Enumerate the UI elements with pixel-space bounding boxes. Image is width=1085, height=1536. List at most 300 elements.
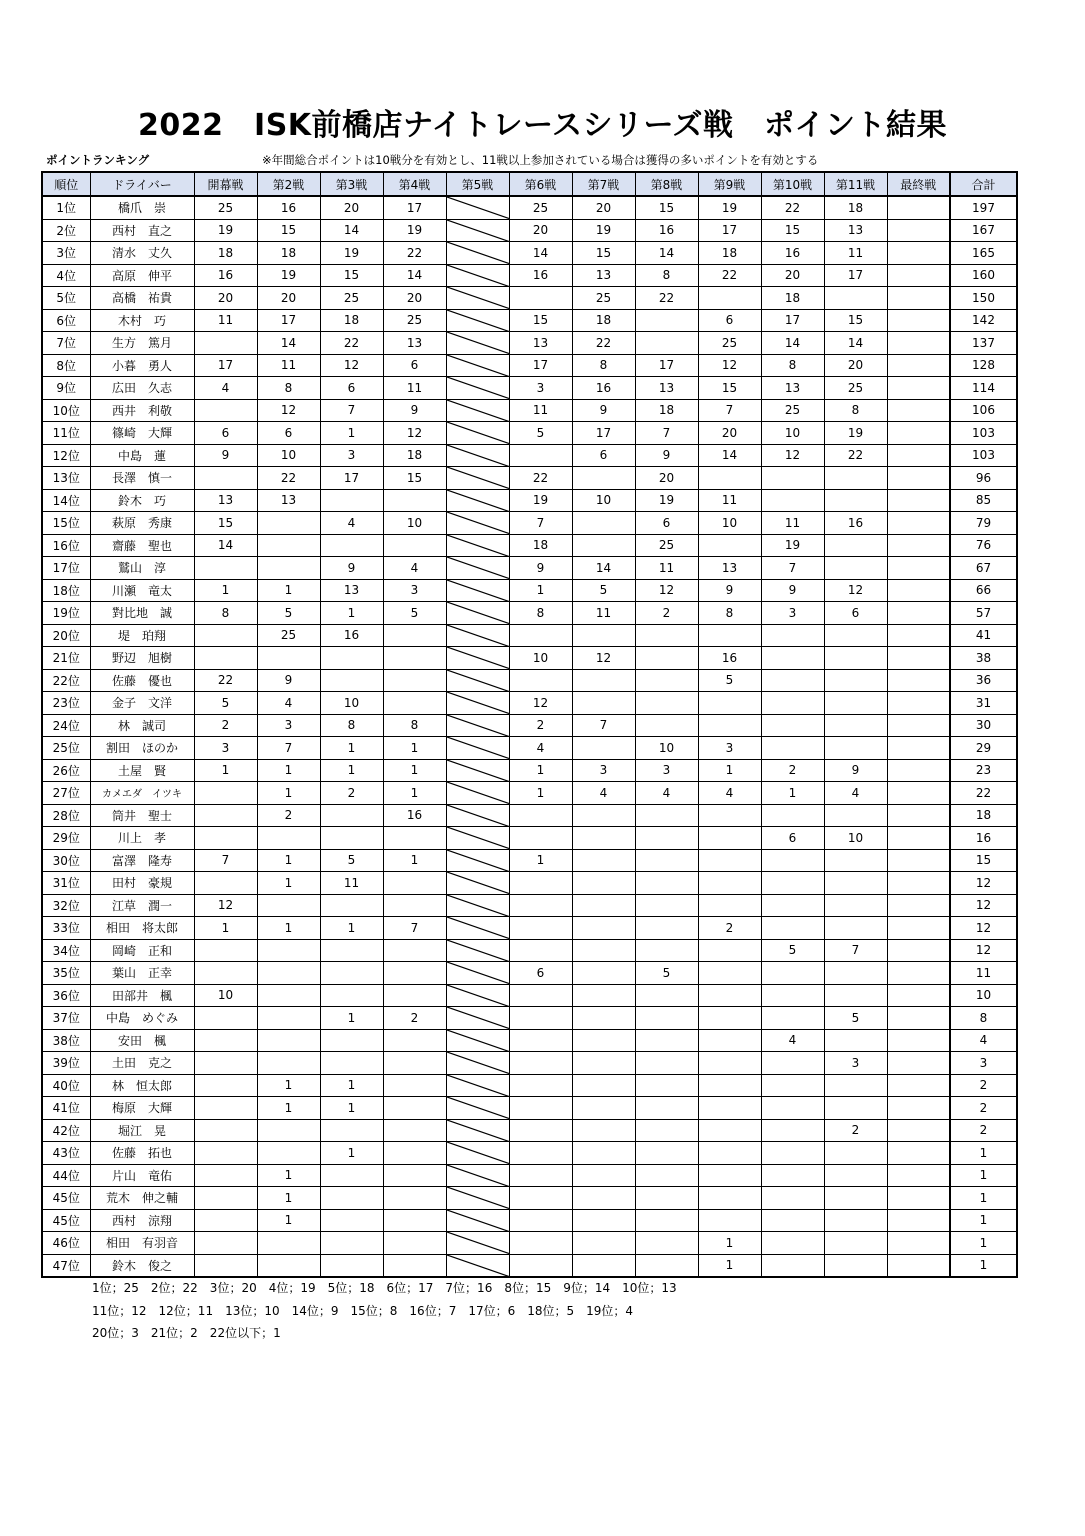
race-points-cell xyxy=(257,984,320,1007)
diagonal-hatch xyxy=(447,310,509,332)
race-points-cell xyxy=(698,714,761,737)
cancelled-race-cell xyxy=(446,534,509,557)
race-points-cell xyxy=(761,647,824,670)
race-points-cell: 9 xyxy=(635,444,698,467)
race-points-cell: 10 xyxy=(824,827,887,850)
driver-name-cell: 梅原 大輝 xyxy=(90,1097,194,1120)
race-points-cell xyxy=(887,354,950,377)
race-points-cell xyxy=(194,962,257,985)
race-points-cell: 15 xyxy=(257,219,320,242)
race-points-cell: 12 xyxy=(320,354,383,377)
race-points-cell xyxy=(824,692,887,715)
race-points-cell xyxy=(887,1142,950,1165)
race-points-cell xyxy=(635,669,698,692)
table-row xyxy=(42,782,1017,805)
race-points-cell xyxy=(572,1007,635,1030)
race-points-cell: 19 xyxy=(509,489,572,512)
race-points-cell xyxy=(320,939,383,962)
race-points-cell: 17 xyxy=(824,264,887,287)
table-row xyxy=(42,849,1017,872)
race-points-cell: 14 xyxy=(509,242,572,265)
table-row xyxy=(42,264,1017,287)
table-row xyxy=(42,399,1017,422)
race-points-cell: 4 xyxy=(383,557,446,580)
cancelled-race-cell xyxy=(446,759,509,782)
table-row xyxy=(42,1232,1017,1255)
race-points-cell xyxy=(887,1029,950,1052)
table-row xyxy=(42,872,1017,895)
driver-name-cell: 佐藤 拓也 xyxy=(90,1142,194,1165)
race-points-cell xyxy=(194,1232,257,1255)
race-points-cell xyxy=(572,512,635,535)
total-points-cell: 16 xyxy=(950,827,1017,850)
race-points-cell: 16 xyxy=(257,196,320,219)
table-row xyxy=(42,444,1017,467)
race-points-cell xyxy=(194,782,257,805)
race-points-cell xyxy=(572,624,635,647)
race-points-cell: 11 xyxy=(572,602,635,625)
race-points-cell: 17 xyxy=(698,219,761,242)
diagonal-hatch xyxy=(447,625,509,647)
race-points-cell: 4 xyxy=(572,782,635,805)
race-points-cell: 13 xyxy=(635,377,698,400)
race-points-cell: 5 xyxy=(257,602,320,625)
race-points-cell xyxy=(698,1209,761,1232)
race-points-cell xyxy=(509,1052,572,1075)
legend-line: 20位；3 21位；2 22位以下；1 xyxy=(92,1326,281,1340)
race-points-cell: 18 xyxy=(383,444,446,467)
race-points-cell xyxy=(824,1209,887,1232)
race-points-cell xyxy=(635,1209,698,1232)
race-points-cell xyxy=(887,917,950,940)
race-points-cell xyxy=(887,827,950,850)
race-points-cell xyxy=(887,714,950,737)
race-points-cell: 9 xyxy=(698,579,761,602)
page-title: 2022 ISK前橋店ナイトレースシリーズ戦 ポイント結果 xyxy=(138,108,947,143)
driver-name-cell: 西井 利敬 xyxy=(90,399,194,422)
race-points-cell xyxy=(761,692,824,715)
cancelled-race-cell xyxy=(446,467,509,490)
race-points-cell: 3 xyxy=(761,602,824,625)
race-points-cell xyxy=(320,669,383,692)
race-points-cell: 10 xyxy=(257,444,320,467)
race-points-cell: 1 xyxy=(320,1142,383,1165)
race-points-cell xyxy=(572,1164,635,1187)
race-points-cell xyxy=(824,849,887,872)
race-points-cell xyxy=(509,444,572,467)
race-points-cell xyxy=(572,1187,635,1210)
race-points-cell: 1 xyxy=(257,872,320,895)
cancelled-race-cell xyxy=(446,962,509,985)
total-points-cell: 165 xyxy=(950,242,1017,265)
race-points-cell xyxy=(635,827,698,850)
total-points-cell: 11 xyxy=(950,962,1017,985)
column-header: 最終戦 xyxy=(887,172,950,196)
race-points-cell: 22 xyxy=(824,444,887,467)
table-row xyxy=(42,332,1017,355)
table-row xyxy=(42,219,1017,242)
total-points-cell: 96 xyxy=(950,467,1017,490)
cancelled-race-cell xyxy=(446,782,509,805)
scoring-note: ※年間総合ポイントは10戦分を有効とし、11戦以上参加されている場合は獲得の多いポイントを有効とする xyxy=(262,153,819,167)
race-points-cell: 10 xyxy=(572,489,635,512)
race-points-cell: 16 xyxy=(824,512,887,535)
race-points-cell xyxy=(320,1209,383,1232)
total-points-cell: 10 xyxy=(950,984,1017,1007)
race-points-cell: 7 xyxy=(572,714,635,737)
race-points-cell: 6 xyxy=(320,377,383,400)
rank-cell: 34位 xyxy=(42,939,90,962)
race-points-cell xyxy=(257,512,320,535)
driver-name-cell: 田部井 楓 xyxy=(90,984,194,1007)
rank-cell: 43位 xyxy=(42,1142,90,1165)
race-points-cell xyxy=(572,804,635,827)
driver-name-cell: 広田 久志 xyxy=(90,377,194,400)
diagonal-hatch xyxy=(447,647,509,669)
rank-cell: 45位 xyxy=(42,1209,90,1232)
diagonal-hatch xyxy=(447,760,509,782)
race-points-cell: 8 xyxy=(761,354,824,377)
driver-name-cell: 萩原 秀康 xyxy=(90,512,194,535)
race-points-cell xyxy=(761,894,824,917)
race-points-cell xyxy=(824,1187,887,1210)
race-points-cell: 15 xyxy=(320,264,383,287)
race-points-cell: 14 xyxy=(383,264,446,287)
race-points-cell xyxy=(194,1164,257,1187)
race-points-cell: 14 xyxy=(761,332,824,355)
race-points-cell xyxy=(824,1074,887,1097)
diagonal-hatch xyxy=(447,895,509,917)
total-points-cell: 1 xyxy=(950,1209,1017,1232)
race-points-cell xyxy=(887,692,950,715)
table-row xyxy=(42,1142,1017,1165)
cancelled-race-cell xyxy=(446,872,509,895)
race-points-cell xyxy=(698,827,761,850)
rank-cell: 29位 xyxy=(42,827,90,850)
race-points-cell: 5 xyxy=(194,692,257,715)
race-points-cell xyxy=(887,557,950,580)
race-points-cell xyxy=(887,849,950,872)
race-points-cell: 1 xyxy=(257,1074,320,1097)
race-points-cell: 1 xyxy=(257,1164,320,1187)
race-points-cell: 8 xyxy=(509,602,572,625)
race-points-cell: 4 xyxy=(194,377,257,400)
race-points-cell xyxy=(257,534,320,557)
race-points-cell xyxy=(194,1254,257,1277)
rank-cell: 40位 xyxy=(42,1074,90,1097)
race-points-cell xyxy=(824,557,887,580)
race-points-cell: 19 xyxy=(257,264,320,287)
race-points-cell: 5 xyxy=(761,939,824,962)
driver-name-cell: 林 恒太郎 xyxy=(90,1074,194,1097)
race-points-cell xyxy=(887,1052,950,1075)
cancelled-race-cell xyxy=(446,984,509,1007)
race-points-cell: 6 xyxy=(509,962,572,985)
race-points-cell: 18 xyxy=(320,309,383,332)
diagonal-hatch xyxy=(447,1187,509,1209)
table-row xyxy=(42,196,1017,219)
rank-cell: 37位 xyxy=(42,1007,90,1030)
total-points-cell: 1 xyxy=(950,1142,1017,1165)
driver-name-cell: 鈴木 巧 xyxy=(90,489,194,512)
race-points-cell xyxy=(509,1142,572,1165)
race-points-cell: 3 xyxy=(194,737,257,760)
total-points-cell: 12 xyxy=(950,939,1017,962)
race-points-cell: 11 xyxy=(257,354,320,377)
race-points-cell: 18 xyxy=(509,534,572,557)
cancelled-race-cell xyxy=(446,422,509,445)
race-points-cell: 17 xyxy=(383,196,446,219)
race-points-cell xyxy=(257,827,320,850)
race-points-cell xyxy=(761,962,824,985)
race-points-cell: 11 xyxy=(509,399,572,422)
race-points-cell: 19 xyxy=(635,489,698,512)
race-points-cell: 1 xyxy=(698,759,761,782)
cancelled-race-cell xyxy=(446,692,509,715)
race-points-cell: 13 xyxy=(194,489,257,512)
table-row xyxy=(42,692,1017,715)
race-points-cell: 25 xyxy=(257,624,320,647)
race-points-cell xyxy=(887,1164,950,1187)
race-points-cell xyxy=(509,1007,572,1030)
cancelled-race-cell xyxy=(446,737,509,760)
race-points-cell xyxy=(635,1097,698,1120)
race-points-cell: 15 xyxy=(572,242,635,265)
race-points-cell xyxy=(761,1187,824,1210)
race-points-cell: 20 xyxy=(572,196,635,219)
diagonal-hatch xyxy=(447,490,509,512)
total-points-cell: 29 xyxy=(950,737,1017,760)
race-points-cell: 2 xyxy=(194,714,257,737)
diagonal-hatch xyxy=(447,737,509,759)
race-points-cell xyxy=(194,624,257,647)
total-points-cell: 15 xyxy=(950,849,1017,872)
cancelled-race-cell xyxy=(446,1007,509,1030)
race-points-cell: 15 xyxy=(761,219,824,242)
race-points-cell xyxy=(320,1052,383,1075)
race-points-cell xyxy=(509,1164,572,1187)
race-points-cell: 20 xyxy=(509,219,572,242)
race-points-cell xyxy=(320,894,383,917)
race-points-cell: 17 xyxy=(194,354,257,377)
diagonal-hatch xyxy=(447,1120,509,1142)
race-points-cell: 11 xyxy=(194,309,257,332)
race-points-cell xyxy=(635,1007,698,1030)
race-points-cell: 7 xyxy=(698,399,761,422)
rank-cell: 5位 xyxy=(42,287,90,310)
race-points-cell: 4 xyxy=(761,1029,824,1052)
total-points-cell: 4 xyxy=(950,1029,1017,1052)
race-points-cell xyxy=(824,804,887,827)
race-points-cell xyxy=(320,962,383,985)
race-points-cell xyxy=(761,1097,824,1120)
race-points-cell xyxy=(824,917,887,940)
race-points-cell: 20 xyxy=(635,467,698,490)
race-points-cell xyxy=(824,1232,887,1255)
race-points-cell: 2 xyxy=(698,917,761,940)
rank-cell: 36位 xyxy=(42,984,90,1007)
race-points-cell: 25 xyxy=(635,534,698,557)
diagonal-hatch xyxy=(447,1052,509,1074)
race-points-cell: 14 xyxy=(320,219,383,242)
race-points-cell: 11 xyxy=(761,512,824,535)
race-points-cell: 10 xyxy=(635,737,698,760)
race-points-cell xyxy=(383,962,446,985)
cancelled-race-cell xyxy=(446,1209,509,1232)
race-points-cell: 4 xyxy=(320,512,383,535)
race-points-cell: 19 xyxy=(194,219,257,242)
race-points-cell: 22 xyxy=(194,669,257,692)
race-points-cell: 12 xyxy=(383,422,446,445)
rank-cell: 21位 xyxy=(42,647,90,670)
race-points-cell: 1 xyxy=(257,849,320,872)
race-points-cell: 22 xyxy=(761,196,824,219)
rank-cell: 18位 xyxy=(42,579,90,602)
race-points-cell: 1 xyxy=(257,1187,320,1210)
race-points-cell: 2 xyxy=(257,804,320,827)
race-points-cell xyxy=(824,1142,887,1165)
race-points-cell xyxy=(887,399,950,422)
total-points-cell: 1 xyxy=(950,1187,1017,1210)
race-points-cell xyxy=(698,1187,761,1210)
race-points-cell xyxy=(509,827,572,850)
race-points-cell xyxy=(824,287,887,310)
driver-name-cell: 割田 ほのか xyxy=(90,737,194,760)
race-points-cell: 11 xyxy=(635,557,698,580)
diagonal-hatch xyxy=(447,872,509,894)
race-points-cell: 14 xyxy=(824,332,887,355)
race-points-cell xyxy=(761,1209,824,1232)
race-points-cell: 1 xyxy=(509,849,572,872)
race-points-cell xyxy=(887,309,950,332)
race-points-cell: 17 xyxy=(635,354,698,377)
diagonal-hatch xyxy=(447,1165,509,1187)
race-points-cell xyxy=(698,849,761,872)
points-table xyxy=(41,171,1018,1278)
total-points-cell: 2 xyxy=(950,1097,1017,1120)
race-points-cell xyxy=(887,219,950,242)
race-points-cell: 10 xyxy=(194,984,257,1007)
race-points-cell: 9 xyxy=(509,557,572,580)
race-points-cell xyxy=(824,647,887,670)
race-points-cell xyxy=(509,1187,572,1210)
race-points-cell xyxy=(383,1164,446,1187)
diagonal-hatch xyxy=(447,377,509,399)
race-points-cell xyxy=(887,444,950,467)
race-points-cell: 2 xyxy=(824,1119,887,1142)
cancelled-race-cell xyxy=(446,939,509,962)
column-header: 順位 xyxy=(42,172,90,196)
race-points-cell: 6 xyxy=(698,309,761,332)
race-points-cell: 16 xyxy=(320,624,383,647)
race-points-cell xyxy=(761,737,824,760)
race-points-cell xyxy=(509,1254,572,1277)
rank-cell: 11位 xyxy=(42,422,90,445)
race-points-cell xyxy=(635,939,698,962)
race-points-cell xyxy=(887,782,950,805)
race-points-cell: 1 xyxy=(698,1232,761,1255)
race-points-cell xyxy=(257,557,320,580)
driver-name-cell: 相田 有羽音 xyxy=(90,1232,194,1255)
race-points-cell xyxy=(761,1119,824,1142)
race-points-cell: 11 xyxy=(824,242,887,265)
race-points-cell xyxy=(635,984,698,1007)
race-points-cell: 1 xyxy=(383,759,446,782)
table-row xyxy=(42,804,1017,827)
race-points-cell xyxy=(698,1097,761,1120)
race-points-cell xyxy=(698,1119,761,1142)
race-points-cell: 8 xyxy=(257,377,320,400)
race-points-cell xyxy=(761,714,824,737)
total-points-cell: 106 xyxy=(950,399,1017,422)
race-points-cell xyxy=(635,872,698,895)
race-points-cell xyxy=(509,1119,572,1142)
race-points-cell xyxy=(887,579,950,602)
cancelled-race-cell xyxy=(446,377,509,400)
table-row xyxy=(42,1164,1017,1187)
race-points-cell: 22 xyxy=(635,287,698,310)
race-points-cell xyxy=(824,1097,887,1120)
race-points-cell xyxy=(824,737,887,760)
rank-cell: 16位 xyxy=(42,534,90,557)
race-points-cell: 13 xyxy=(761,377,824,400)
race-points-cell xyxy=(887,962,950,985)
diagonal-hatch xyxy=(447,1097,509,1119)
driver-name-cell: 相田 将太郎 xyxy=(90,917,194,940)
race-points-cell xyxy=(698,962,761,985)
driver-name-cell: 對比地 誠 xyxy=(90,602,194,625)
race-points-cell: 7 xyxy=(194,849,257,872)
race-points-cell: 2 xyxy=(761,759,824,782)
race-points-cell: 4 xyxy=(509,737,572,760)
race-points-cell xyxy=(887,196,950,219)
total-points-cell: 66 xyxy=(950,579,1017,602)
race-points-cell xyxy=(572,692,635,715)
rank-cell: 4位 xyxy=(42,264,90,287)
rank-cell: 45位 xyxy=(42,1187,90,1210)
race-points-cell xyxy=(824,962,887,985)
race-points-cell: 10 xyxy=(698,512,761,535)
race-points-cell xyxy=(257,647,320,670)
race-points-cell: 9 xyxy=(383,399,446,422)
race-points-cell: 17 xyxy=(761,309,824,332)
race-points-cell xyxy=(194,399,257,422)
race-points-cell: 3 xyxy=(509,377,572,400)
race-points-cell xyxy=(887,804,950,827)
race-points-cell: 15 xyxy=(635,196,698,219)
race-points-cell xyxy=(761,1164,824,1187)
race-points-cell xyxy=(572,534,635,557)
diagonal-hatch xyxy=(447,940,509,962)
race-points-cell: 16 xyxy=(383,804,446,827)
race-points-cell xyxy=(572,827,635,850)
race-points-cell xyxy=(635,1074,698,1097)
race-points-cell xyxy=(509,1029,572,1052)
race-points-cell: 14 xyxy=(698,444,761,467)
race-points-cell xyxy=(635,1052,698,1075)
driver-name-cell: 川瀬 竜太 xyxy=(90,579,194,602)
race-points-cell xyxy=(635,647,698,670)
race-points-cell: 15 xyxy=(824,309,887,332)
race-points-cell: 3 xyxy=(572,759,635,782)
race-points-cell: 7 xyxy=(824,939,887,962)
race-points-cell: 13 xyxy=(698,557,761,580)
race-points-cell: 5 xyxy=(824,1007,887,1030)
race-points-cell xyxy=(635,1029,698,1052)
race-points-cell xyxy=(824,467,887,490)
race-points-cell xyxy=(383,1232,446,1255)
race-points-cell xyxy=(698,1074,761,1097)
